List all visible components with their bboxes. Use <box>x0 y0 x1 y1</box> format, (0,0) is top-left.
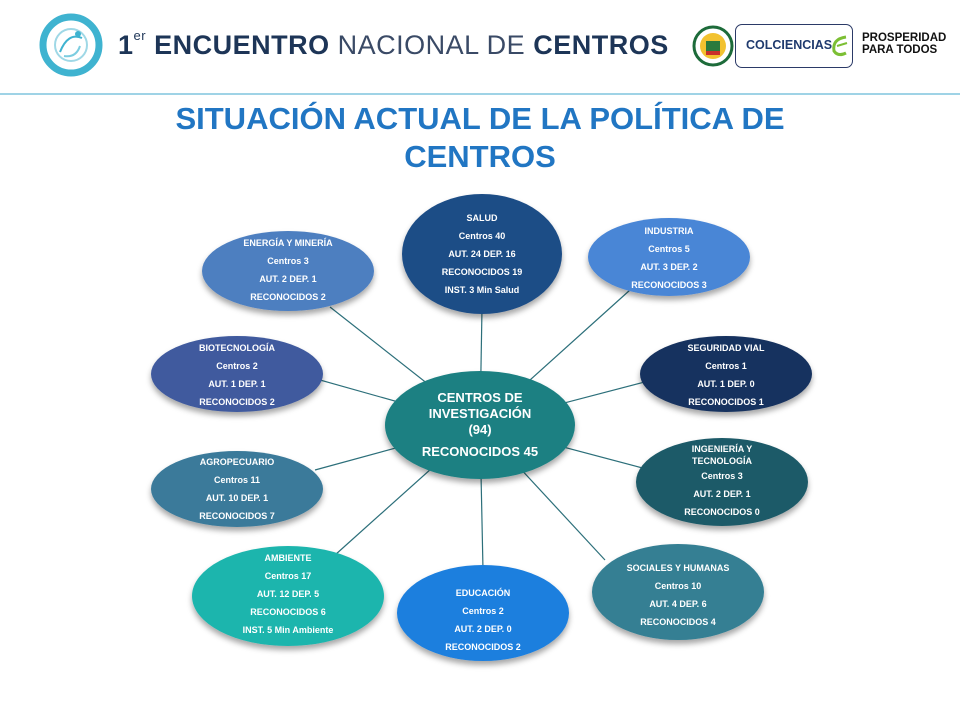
node-ingenieria: INGENIERÍA Y TECNOLOGÍA Centros 3 AUT. 2 DEP. 1 RECONOCIDOS 0 <box>684 444 760 517</box>
node-industria: INDUSTRIA Centros 5 AUT. 3 DEP. 2 RECONOCIDOS 3 <box>631 226 707 290</box>
center-node: CENTROS DE INVESTIGACIÓN (94) RECONOCIDOS 45 <box>421 390 539 459</box>
node-energia: ENERGÍA Y MINERÍA Centros 3 AUT. 2 DEP. 1 RECONOCIDOS 2 <box>243 238 333 302</box>
node-salud: SALUD Centros 40 AUT. 24 DEP. 16 RECONOCIDOS 19 INST. 3 Min Salud <box>441 213 523 295</box>
node-ambiente: AMBIENTE Centros 17 AUT. 12 DEP. 5 RECONOCIDOS 6 INST. 5 Min Ambiente <box>242 553 334 635</box>
slide-title: SITUACIÓN ACTUAL DE LA POLÍTICA DE CENTROS <box>175 101 785 174</box>
node-sociales: SOCIALES Y HUMANAS Centros 10 AUT. 4 DEP. 6 RECONOCIDOS 4 <box>626 563 730 627</box>
node-agropecuario: AGROPECUARIO Centros 11 AUT. 10 DEP. 1 RECONOCIDOS 7 <box>199 457 275 521</box>
node-educacion: EDUCACIÓN Centros 2 AUT. 2 DEP. 0 RECONOCIDOS 2 <box>445 588 521 652</box>
node-seguridad: SEGURIDAD VIAL Centros 1 AUT. 1 DEP. 0 RECONOCIDOS 1 <box>687 343 765 407</box>
node-biotecnologia: BIOTECNOLOGÍA Centros 2 AUT. 1 DEP. 1 RECONOCIDOS 2 <box>199 343 275 407</box>
prosperidad-logo: PROSPERIDAD PARA TODOS <box>862 32 947 56</box>
event-title: 1er ENCUENTRO NACIONAL DE CENTROS <box>118 28 669 60</box>
colciencias-logo: COLCIENCIAS <box>735 24 853 68</box>
